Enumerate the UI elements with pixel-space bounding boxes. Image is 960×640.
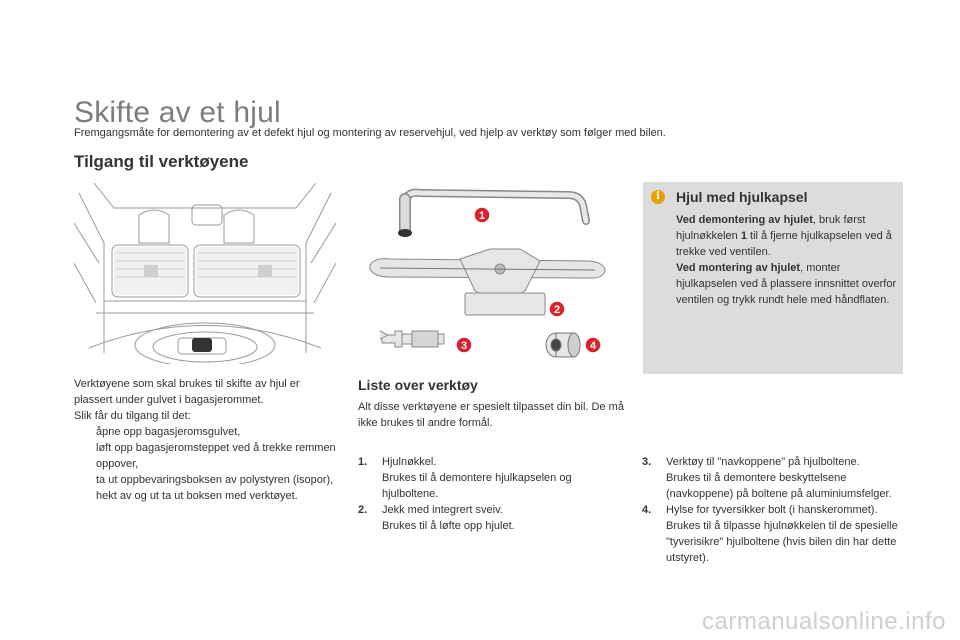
watermark: carmanualsonline.info bbox=[702, 608, 946, 635]
callout-label-1: 1 bbox=[478, 210, 486, 222]
tool-item-3: 3. Verktøy til "navkoppene" på hjulboltene. Brukes til å demontere beskyttelsene (navkoppene) på boltene på aluminiumsfelger. bbox=[642, 456, 892, 500]
trunk-illustration bbox=[74, 183, 336, 364]
list-item: ta ut oppbevaringsboksen av polystyren (isopor), bbox=[96, 474, 334, 486]
info-removal-label: Ved demontering av hjulet bbox=[676, 214, 813, 226]
list-item: hekt av og ut ta ut boksen med verktøyet. bbox=[96, 490, 298, 502]
callout-label-3: 3 bbox=[460, 340, 468, 352]
info-paragraph-removal: Ved demontering av hjulet, bruk først hjulnøkkelen 1 til å fjerne hjulkapselen ved å trekke ved ventilen. bbox=[676, 214, 892, 258]
tool-item-1: 1. Hjulnøkkel. Brukes til å demontere hjulkapselen og hjulboltene. bbox=[358, 456, 572, 500]
callout-4 bbox=[585, 337, 601, 353]
info-box-title: Hjul med hjulkapsel bbox=[676, 189, 808, 205]
wheel-wrench-drawing bbox=[398, 193, 586, 237]
list-item: åpne opp bagasjeromsgulvet, bbox=[96, 426, 241, 438]
access-how-to: Slik får du tilgang til det: bbox=[74, 410, 191, 422]
access-text bbox=[74, 376, 336, 504]
anti-theft-socket-drawing bbox=[546, 333, 580, 357]
access-intro: Verktøyene som skal brukes til skifte av hjul er plassert under gulvet i bagasjerommet. bbox=[74, 378, 300, 406]
tool-list-intro: Alt disse verktøyene er spesielt tilpasset din bil. De må ikke brukes til andre formål. bbox=[358, 401, 624, 429]
callout-label-4: 4 bbox=[589, 340, 597, 352]
tools-illustration bbox=[350, 183, 640, 368]
section-heading-access: Tilgang til verktøyene bbox=[74, 152, 249, 171]
info-fitting-label: Ved montering av hjulet bbox=[676, 262, 801, 274]
info-icon: i bbox=[651, 190, 665, 204]
info-paragraph-fitting: Ved montering av hjulet, monter hjulkapselen ved å plassere innsnittet overfor ventilen og trykk rundt hele med håndflaten. bbox=[676, 262, 897, 306]
access-steps bbox=[74, 424, 336, 504]
section-heading-tool-list: Liste over verktøy bbox=[358, 377, 478, 393]
callout-2 bbox=[549, 301, 565, 317]
list-item: løft opp bagasjeromsteppet ved å trekke remmen oppover, bbox=[96, 442, 336, 470]
tool-item-2: 2. Jekk med integrert sveiv. Brukes til å løfte opp hjulet. bbox=[358, 504, 515, 532]
page-subtitle: Fremgangsmåte for demontering av et defekt hjul og montering av reservehjul, ved hjelp av verktøy som følger med bilen. bbox=[74, 127, 666, 139]
info-box-text bbox=[676, 212, 898, 308]
jack-drawing bbox=[370, 249, 605, 315]
tool-list-left bbox=[358, 454, 616, 534]
hubcap-tool-drawing bbox=[380, 331, 444, 347]
page-title: Skifte av et hjul bbox=[74, 96, 281, 129]
callout-1 bbox=[474, 207, 490, 223]
tool-item-4: 4. Hylse for tyversikker bolt (i hanskerommet). Brukes til å tilpasse hjulnøkkelen til de spesielle "tyverisikre" hjulboltene (hvis bilen din har dette utstyret). bbox=[642, 504, 898, 564]
tool-list-right bbox=[642, 454, 904, 566]
callout-3 bbox=[456, 337, 472, 353]
callout-label-2: 2 bbox=[553, 304, 561, 316]
